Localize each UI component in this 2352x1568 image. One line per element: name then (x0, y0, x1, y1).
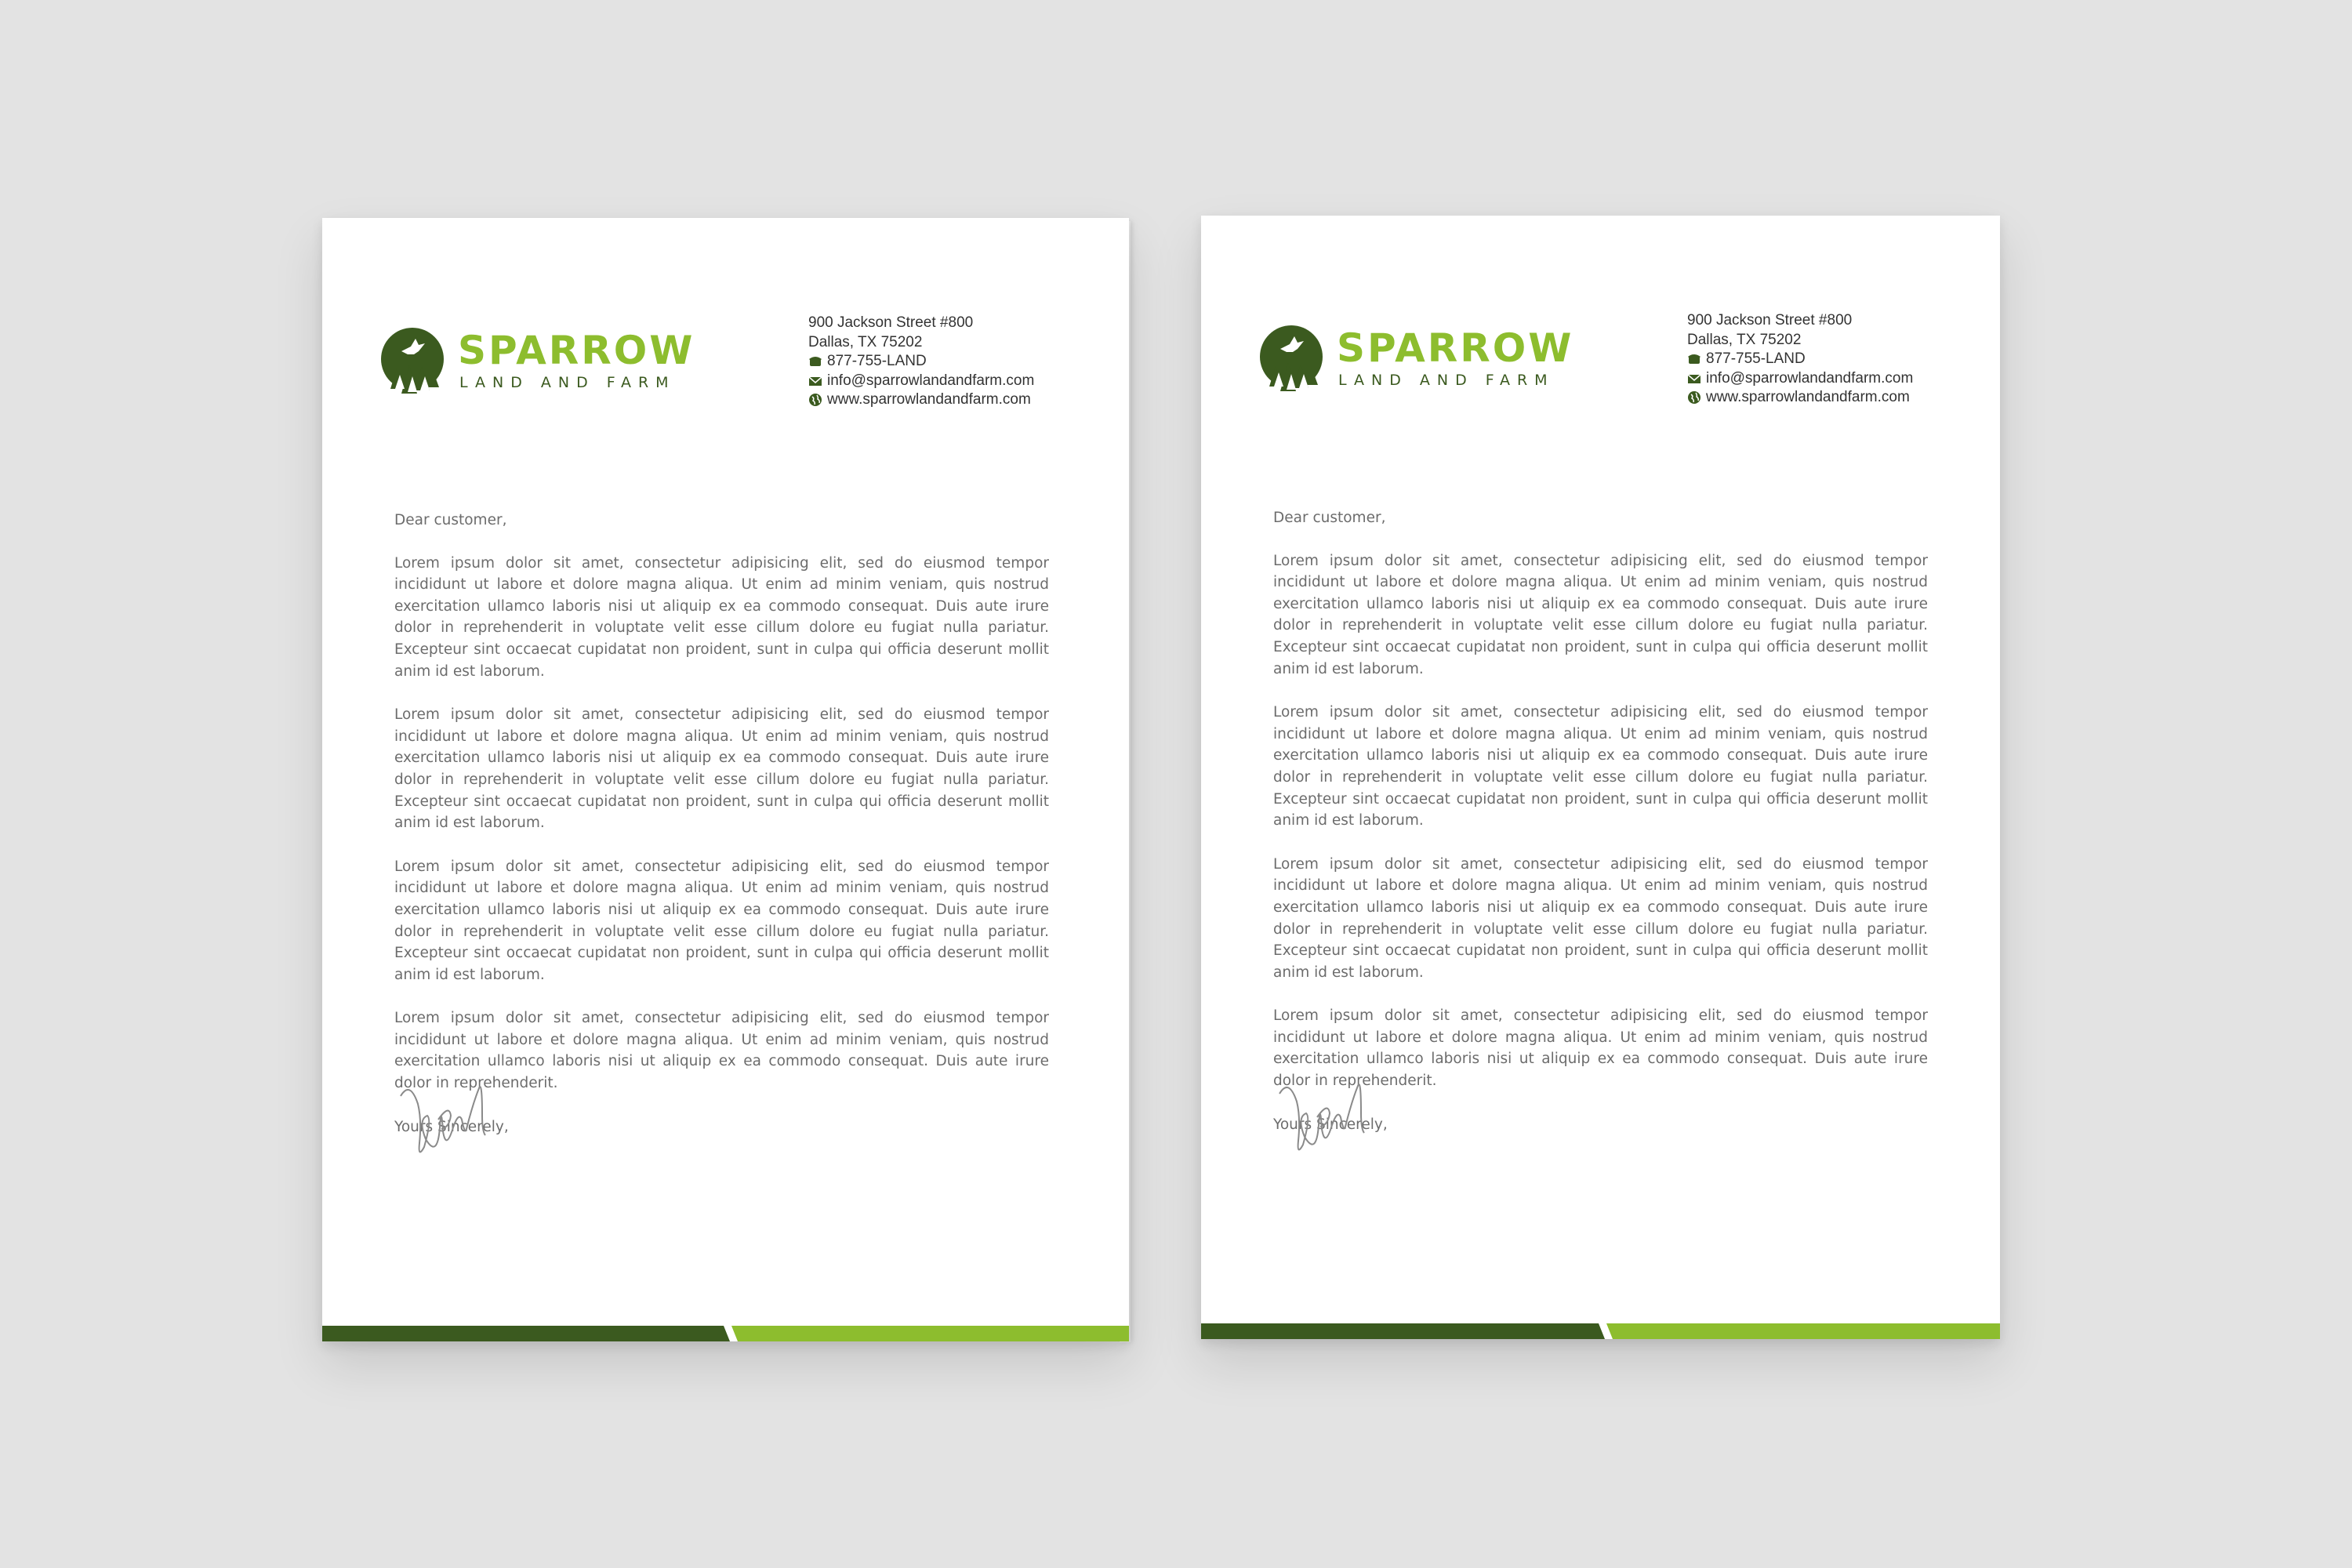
brand-logo (1258, 325, 1603, 396)
phone-icon (1687, 352, 1701, 366)
phone-row (808, 352, 1106, 372)
salutation: Dear customer, (1273, 510, 1386, 526)
footer-color-bar (322, 1326, 1129, 1341)
brand-tagline: LAND AND FARM (1338, 372, 1555, 389)
letterhead-header (1201, 216, 2000, 451)
globe-icon (808, 393, 822, 407)
paragraph-1: Lorem ipsum dolor sit amet, consectetur adipisicing elit, sed do eiusmod tempor incididunt ut labore et dolore magna aliqua. Ut enim ad minim veniam, quis nostrud exercitation ullamco laboris nisi ut aliquip ex ea commodo consequat. Duis aute irure dolor in reprehenderit in voluptate velit esse cillum dolore eu fugiat nulla pariatur. Excepteur sint occaecat cupidatat non proident, sunt in culpa qui officia deserunt mollit anim id est laborum. (1273, 552, 1928, 677)
paragraph-3: Lorem ipsum dolor sit amet, consectetur adipisicing elit, sed do eiusmod tempor incididunt ut labore et dolore magna aliqua. Ut enim ad minim veniam, quis nostrud exercitation ullamco laboris nisi ut aliquip ex ea commodo consequat. Duis aute irure dolor in reprehenderit in voluptate velit esse cillum dolore eu fugiat nulla pariatur. Excepteur sint occaecat cupidatat non proident, sunt in culpa qui officia deserunt mollit anim id est laborum. (1273, 855, 1928, 981)
website-text[interactable]: www.sparrowlandandfarm.com (827, 391, 1031, 408)
phone-text: 877-755-LAND (1706, 350, 1806, 367)
signature (394, 1073, 504, 1171)
brand-name: SPARROW (458, 328, 695, 373)
letterhead-header (322, 218, 1129, 453)
email-row (1687, 369, 1985, 389)
footer-color-bar (1201, 1323, 2000, 1339)
paragraph-4: Lorem ipsum dolor sit amet, consectetur adipisicing elit, sed do eiusmod tempor incididunt ut labore et dolore magna aliqua. Ut enim ad minim veniam, quis nostrud exercitation ullamco laboris nisi ut aliquip ex ea commodo consequat. Duis aute irure dolor in reprehenderit. (394, 1010, 1049, 1092)
letterhead-sheet-right (1201, 216, 2000, 1339)
envelope-icon (808, 374, 822, 388)
address-line-2: Dallas, TX 75202 (1687, 331, 1802, 348)
salutation: Dear customer, (394, 512, 507, 528)
letter-body (1273, 507, 1928, 1135)
website-row (1687, 388, 1985, 408)
contact-block (1687, 311, 1985, 408)
website-row (808, 390, 1106, 410)
brand-name: SPARROW (1337, 325, 1574, 371)
letter-body (394, 510, 1049, 1138)
phone-text: 877-755-LAND (827, 353, 927, 369)
paragraph-2: Lorem ipsum dolor sit amet, consectetur adipisicing elit, sed do eiusmod tempor incididunt ut labore et dolore magna aliqua. Ut enim ad minim veniam, quis nostrud exercitation ullamco laboris nisi ut aliquip ex ea commodo consequat. Duis aute irure dolor in reprehenderit in voluptate velit esse cillum dolore eu fugiat nulla pariatur. Excepteur sint occaecat cupidatat non proident, sunt in culpa qui officia deserunt mollit anim id est laborum. (1273, 704, 1928, 829)
phone-icon (808, 354, 822, 368)
paragraph-3: Lorem ipsum dolor sit amet, consectetur adipisicing elit, sed do eiusmod tempor incididunt ut labore et dolore magna aliqua. Ut enim ad minim veniam, quis nostrud exercitation ullamco laboris nisi ut aliquip ex ea commodo consequat. Duis aute irure dolor in reprehenderit in voluptate velit esse cillum dolore eu fugiat nulla pariatur. Excepteur sint occaecat cupidatat non proident, sunt in culpa qui officia deserunt mollit anim id est laborum. (394, 858, 1049, 983)
address-line-2: Dallas, TX 75202 (808, 333, 923, 350)
envelope-icon (1687, 372, 1701, 386)
paragraph-2: Lorem ipsum dolor sit amet, consectetur adipisicing elit, sed do eiusmod tempor incididunt ut labore et dolore magna aliqua. Ut enim ad minim veniam, quis nostrud exercitation ullamco laboris nisi ut aliquip ex ea commodo consequat. Duis aute irure dolor in reprehenderit in voluptate velit esse cillum dolore eu fugiat nulla pariatur. Excepteur sint occaecat cupidatat non proident, sunt in culpa qui officia deserunt mollit anim id est laborum. (394, 706, 1049, 832)
sparrow-tree-logo-icon (379, 328, 445, 394)
address-line-1: 900 Jackson Street #800 (808, 314, 974, 331)
phone-row (1687, 350, 1985, 369)
contact-block (808, 314, 1106, 410)
address-line-1: 900 Jackson Street #800 (1687, 312, 1853, 328)
email-row (808, 372, 1106, 391)
globe-icon (1687, 390, 1701, 405)
paragraph-1: Lorem ipsum dolor sit amet, consectetur adipisicing elit, sed do eiusmod tempor incididunt ut labore et dolore magna aliqua. Ut enim ad minim veniam, quis nostrud exercitation ullamco laboris nisi ut aliquip ex ea commodo consequat. Duis aute irure dolor in reprehenderit in voluptate velit esse cillum dolore eu fugiat nulla pariatur. Excepteur sint occaecat cupidatat non proident, sunt in culpa qui officia deserunt mollit anim id est laborum. (394, 554, 1049, 680)
paragraph-4: Lorem ipsum dolor sit amet, consectetur adipisicing elit, sed do eiusmod tempor incididunt ut labore et dolore magna aliqua. Ut enim ad minim veniam, quis nostrud exercitation ullamco laboris nisi ut aliquip ex ea commodo consequat. Duis aute irure dolor in reprehenderit. (1273, 1007, 1928, 1090)
brand-logo (379, 328, 724, 398)
signature (1273, 1070, 1383, 1168)
email-text[interactable]: info@sparrowlandandfarm.com (827, 372, 1035, 389)
closing: Yours Sincerely, (1273, 1116, 1388, 1133)
sparrow-tree-logo-icon (1258, 325, 1324, 391)
email-text[interactable]: info@sparrowlandandfarm.com (1706, 369, 1914, 387)
letterhead-sheet-left (322, 218, 1129, 1341)
closing: Yours Sincerely, (394, 1118, 509, 1135)
brand-tagline: LAND AND FARM (459, 374, 676, 391)
website-text[interactable]: www.sparrowlandandfarm.com (1706, 389, 1910, 405)
